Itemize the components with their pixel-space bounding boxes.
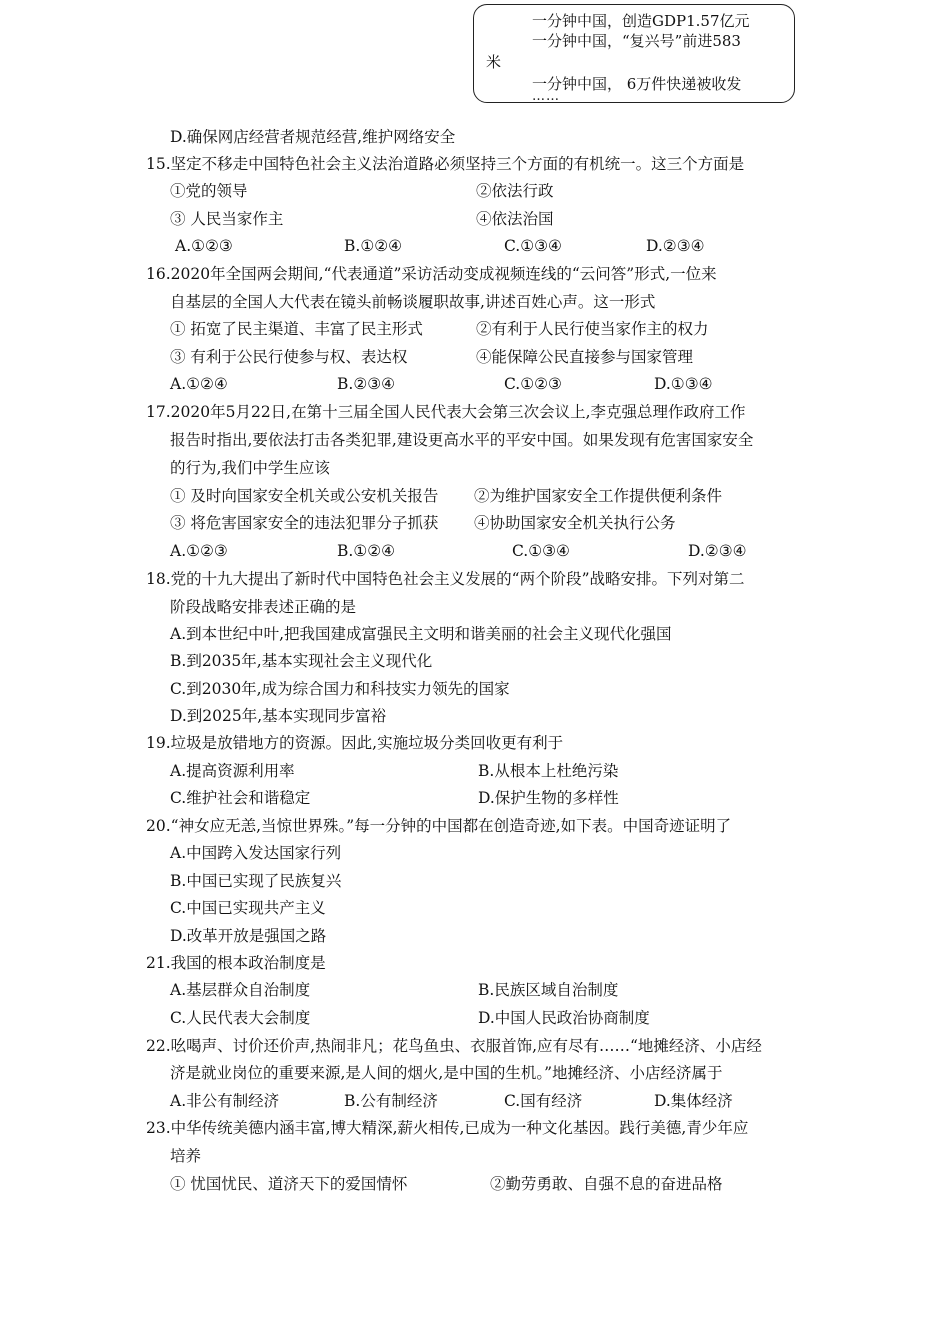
q20-option-b: B.中国已实现了民族复兴	[170, 872, 342, 890]
q19-stem: 19.垃圾是放错地方的资源。因此,实施垃圾分类回收更有利于	[146, 734, 564, 752]
callout-line-fuxing: 一分钟中国，“复兴号”前进583	[532, 32, 741, 50]
q17-item-1: ① 及时向国家安全机关或公安机关报告	[170, 487, 439, 505]
q16-stem-line1: 16.2020年全国两会期间,“代表通道”采访活动变成视频连线的“云问答”形式,一位来	[146, 265, 717, 283]
q23-item-2: ②勤劳勇敢、自强不息的奋进品格	[490, 1175, 723, 1193]
q17-option-b: B.①②④	[337, 542, 396, 560]
q16-item-4: ④能保障公民直接参与国家管理	[476, 348, 694, 366]
q22-option-a: A.非公有制经济	[170, 1092, 280, 1110]
q18-option-c: C.到2030年,成为综合国力和科技实力领先的国家	[170, 680, 510, 698]
q17-option-a: A.①②③	[170, 542, 228, 560]
q15-option-a: A.①②③	[175, 237, 233, 255]
q20-option-d: D.改革开放是强国之路	[170, 927, 327, 945]
q16-item-1: ① 拓宽了民主渠道、丰富了民主形式	[170, 320, 423, 338]
q19-option-c: C.维护社会和谐稳定	[170, 789, 311, 807]
q15-option-c: C.①③④	[504, 237, 562, 255]
q16-option-d: D.①③④	[654, 375, 713, 393]
q19-option-b: B.从根本上杜绝污染	[478, 762, 619, 780]
callout-line-ellipsis: ……	[532, 89, 560, 104]
callout-line-express: 一分钟中国， 6万件快递被收发	[532, 75, 742, 93]
q23-stem-line1: 23.中华传统美德内涵丰富,博大精深,薪火相传,已成为一种文化基因。践行美德,青少年应	[146, 1119, 749, 1137]
q17-item-2: ②为维护国家安全工作提供便利条件	[474, 487, 723, 505]
q22-option-c: C.国有经济	[504, 1092, 583, 1110]
q21-option-b: B.民族区域自治制度	[478, 981, 619, 999]
q21-option-a: A.基层群众自治制度	[170, 981, 311, 999]
minute-china-callout-box	[473, 4, 795, 103]
q21-option-c: C.人民代表大会制度	[170, 1009, 311, 1027]
q21-option-d: D.中国人民政治协商制度	[478, 1009, 650, 1027]
q18-option-a: A.到本世纪中叶,把我国建成富强民主文明和谐美丽的社会主义现代化强国	[170, 625, 672, 643]
q22-option-b: B.公有制经济	[344, 1092, 438, 1110]
q22-stem-line2: 济是就业岗位的重要来源,是人间的烟火,是中国的生机。”地摊经济、小店经济属于	[170, 1064, 723, 1082]
q18-option-d: D.到2025年,基本实现同步富裕	[170, 707, 387, 725]
q23-stem-line2: 培养	[170, 1147, 202, 1165]
q22-option-d: D.集体经济	[654, 1092, 733, 1110]
q15-option-b: B.①②④	[344, 237, 403, 255]
q17-stem-line2: 报告时指出,要依法打击各类犯罪,建设更高水平的平安中国。如果发现有危害国家安全	[170, 431, 754, 449]
q15-item-3: ③ 人民当家作主	[170, 210, 284, 228]
q16-option-a: A.①②④	[170, 375, 228, 393]
q15-item-2: ②依法行政	[476, 182, 554, 200]
q15-item-4: ④依法治国	[476, 210, 554, 228]
q14-option-d: D.确保网店经营者规范经营,维护网络安全	[170, 128, 456, 146]
q16-option-b: B.②③④	[337, 375, 396, 393]
q15-stem: 15.坚定不移走中国特色社会主义法治道路必须坚持三个方面的有机统一。这三个方面是	[146, 155, 745, 173]
q20-stem: 20.“神女应无恙,当惊世界殊。”每一分钟的中国都在创造奇迹,如下表。中国奇迹证明了	[146, 817, 732, 835]
q19-option-d: D.保护生物的多样性	[478, 789, 619, 807]
q22-stem-line1: 22.吆喝声、讨价还价声,热闹非凡；花鸟鱼虫、衣服首饰,应有尽有……“地摊经济、小店经	[146, 1037, 762, 1055]
q16-stem-line2: 自基层的全国人大代表在镜头前畅谈履职故事,讲述百姓心声。这一形式	[170, 293, 656, 311]
q17-item-3: ③ 将危害国家安全的违法犯罪分子抓获	[170, 514, 439, 532]
q17-stem-line1: 17.2020年5月22日,在第十三届全国人民代表大会第三次会议上,李克强总理作政府工作	[146, 403, 746, 421]
q16-item-3: ③ 有利于公民行使参与权、表达权	[170, 348, 408, 366]
q18-stem-line2: 阶段战略安排表述正确的是	[170, 598, 357, 616]
q18-stem-line1: 18.党的十九大提出了新时代中国特色社会主义发展的“两个阶段”战略安排。下列对第二	[146, 570, 745, 588]
q20-option-c: C.中国已实现共产主义	[170, 899, 326, 917]
q16-item-2: ②有利于人民行使当家作主的权力	[476, 320, 709, 338]
q17-option-d: D.②③④	[688, 542, 747, 560]
callout-line-gdp: 一分钟中国，创造GDP1.57亿元	[532, 12, 750, 30]
q17-item-4: ④协助国家安全机关执行公务	[474, 514, 676, 532]
q18-option-b: B.到2035年,基本实现社会主义现代化	[170, 652, 433, 670]
q15-item-1: ①党的领导	[170, 182, 248, 200]
q21-stem: 21.我国的根本政治制度是	[146, 954, 326, 972]
callout-line-fuxing-wrap: 米	[486, 53, 502, 71]
q19-option-a: A.提高资源利用率	[170, 762, 295, 780]
q20-option-a: A.中国跨入发达国家行列	[170, 844, 342, 862]
q17-option-c: C.①③④	[512, 542, 570, 560]
q23-item-1: ① 忧国忧民、道济天下的爱国情怀	[170, 1175, 408, 1193]
q16-option-c: C.①②③	[504, 375, 562, 393]
q15-option-d: D.②③④	[646, 237, 705, 255]
q17-stem-line3: 的行为,我们中学生应该	[170, 459, 330, 477]
